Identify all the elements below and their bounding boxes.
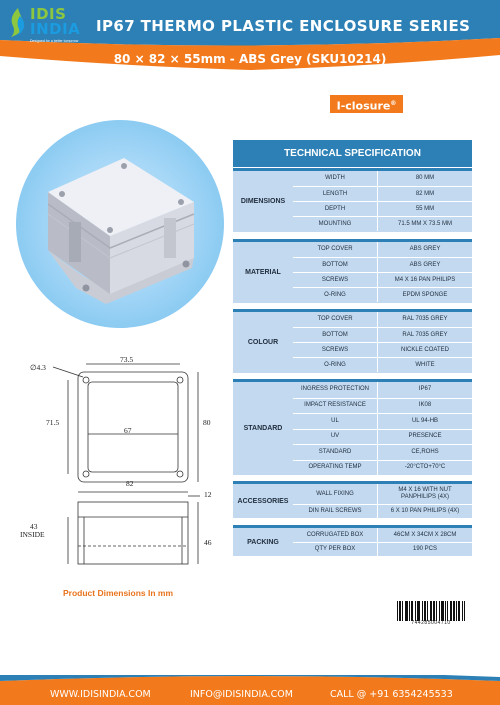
spec-key: LENGTH bbox=[293, 187, 378, 201]
barcode-bar bbox=[431, 601, 432, 621]
spec-value: -20°CTO+70°C bbox=[404, 464, 446, 471]
table-row bbox=[293, 528, 472, 542]
left-height-label: 71.5 bbox=[46, 418, 60, 427]
group-name: MATERIAL bbox=[245, 269, 281, 276]
spec-key: WALL FIXING bbox=[293, 484, 378, 504]
logo-flame-icon bbox=[8, 6, 28, 38]
barcode-bar bbox=[454, 601, 455, 621]
spec-key: DIN RAIL SCREWS bbox=[293, 505, 378, 518]
spec-value: 71.5 MM X 73.5 MM bbox=[397, 220, 453, 227]
product-subtitle: 80 × 82 × 55mm - ABS Grey (SKU10214) bbox=[113, 52, 387, 66]
table-row bbox=[293, 272, 472, 287]
spec-value: 55 MM bbox=[415, 205, 435, 212]
barcode-bar bbox=[405, 601, 406, 621]
spec-value: ABS GREY bbox=[409, 246, 441, 252]
spec-value: CE,ROHS bbox=[411, 448, 439, 455]
footer-email-link[interactable]: INFO@IDISINDIA.COM bbox=[190, 689, 293, 700]
table-row bbox=[293, 398, 472, 414]
barcode-bar bbox=[411, 601, 412, 621]
spec-value: ABS GREY bbox=[409, 261, 441, 268]
barcode-bar bbox=[458, 601, 459, 621]
company-logo bbox=[8, 6, 88, 46]
group-name: PACKING bbox=[247, 538, 279, 546]
barcode-bar bbox=[400, 601, 401, 621]
side-height-label: 46 bbox=[204, 538, 212, 547]
dimension-labels bbox=[20, 350, 228, 582]
table-row bbox=[293, 171, 472, 186]
spec-value: EPDM SPONGE bbox=[402, 291, 448, 298]
barcode-bar bbox=[415, 601, 416, 621]
spec-value: PRESENCE bbox=[408, 433, 442, 440]
group-name: COLOUR bbox=[247, 339, 279, 346]
spec-value: 46CM X 34CM X 28CM bbox=[393, 531, 457, 538]
barcode-image bbox=[397, 601, 465, 621]
barcode-bar bbox=[462, 601, 463, 621]
product-photo bbox=[14, 118, 226, 330]
group-name: STANDARD bbox=[243, 425, 283, 432]
barcode-bar bbox=[434, 601, 435, 621]
spec-key: UL bbox=[293, 414, 378, 429]
barcode-bar bbox=[447, 601, 448, 621]
barcode-bar bbox=[459, 601, 460, 621]
table-row bbox=[293, 357, 472, 372]
side-inside-value: 43 bbox=[30, 522, 38, 531]
table-row bbox=[293, 342, 472, 357]
spec-group-material bbox=[233, 239, 472, 303]
spec-group-standard bbox=[233, 379, 472, 475]
spec-key: IMPACT RESISTANCE bbox=[293, 399, 378, 414]
spec-group-colour bbox=[233, 309, 472, 373]
spec-title: TECHNICAL SPECIFICATION bbox=[233, 140, 472, 167]
group-name: ACCESSORIES bbox=[237, 497, 289, 505]
table-row bbox=[293, 413, 472, 429]
spec-value: 190 PCS bbox=[412, 546, 437, 552]
barcode-bar bbox=[442, 601, 443, 621]
spec-key: MOUNTING bbox=[293, 217, 378, 231]
spec-key: INGRESS PROTECTION bbox=[293, 382, 378, 398]
barcode-bar bbox=[407, 601, 408, 621]
table-row bbox=[293, 257, 472, 272]
table-row bbox=[293, 201, 472, 216]
spec-value: WHITE bbox=[415, 361, 435, 368]
table-row bbox=[293, 312, 472, 327]
spec-key: DEPTH bbox=[293, 202, 378, 216]
spec-value: M4 X 16 WITH NUT PANPHILIPS (4X) bbox=[398, 487, 452, 500]
barcode-bar bbox=[412, 601, 413, 621]
logo-line2: INDIA bbox=[30, 20, 81, 38]
logo-tagline: Designed for a better tomorrow bbox=[30, 39, 79, 43]
spec-value: IK08 bbox=[418, 402, 432, 409]
barcode-bar bbox=[397, 601, 398, 621]
footer-website-link[interactable]: WWW.IDISINDIA.COM bbox=[50, 689, 151, 700]
spec-value: NICKLE COATED bbox=[401, 346, 449, 353]
right-height-label: 80 bbox=[203, 418, 211, 427]
barcode-bar bbox=[453, 601, 454, 621]
footer-banner bbox=[0, 675, 500, 705]
barcode-bar bbox=[445, 601, 446, 621]
table-row bbox=[293, 287, 472, 302]
barcode-bar bbox=[433, 601, 434, 621]
spec-group-accessories bbox=[233, 481, 472, 518]
spec-group-packing bbox=[233, 525, 472, 556]
barcode-bar bbox=[399, 601, 400, 621]
spec-value: 6 X 10 PAN PHILIPS (4X) bbox=[390, 508, 460, 514]
spec-key: O-RING bbox=[293, 358, 378, 372]
spec-key: STANDARD bbox=[293, 445, 378, 460]
spec-key: QTY PER BOX bbox=[293, 543, 378, 556]
barcode-bar bbox=[419, 601, 420, 621]
spec-group-dimensions bbox=[233, 168, 472, 232]
barcode-bar bbox=[451, 601, 452, 621]
brand-name: I-closure bbox=[336, 99, 391, 113]
table-row bbox=[293, 542, 472, 556]
spec-key: BOTTOM bbox=[293, 328, 378, 342]
top-width-label: 73.5 bbox=[120, 355, 134, 364]
table-row bbox=[293, 186, 472, 201]
spec-value: 80 MM bbox=[415, 175, 435, 181]
barcode-number: 744285004710 bbox=[411, 620, 451, 626]
spec-value: M4 X 16 PAN PHILIPS bbox=[394, 276, 456, 283]
brand-badge bbox=[330, 95, 403, 113]
table-row bbox=[293, 460, 472, 476]
spec-key: SCREWS bbox=[293, 273, 378, 287]
spec-key: WIDTH bbox=[293, 171, 378, 186]
group-name: DIMENSIONS bbox=[240, 198, 286, 205]
table-row bbox=[293, 382, 472, 398]
dimensions-caption: Product Dimensions In mm bbox=[63, 588, 174, 598]
spec-value: IP67 bbox=[418, 386, 432, 393]
hole-diameter-label: ∅4.3 bbox=[30, 363, 46, 372]
spec-value: 82 MM bbox=[415, 190, 435, 197]
spec-key: BOTTOM bbox=[293, 258, 378, 272]
barcode-bar bbox=[418, 601, 419, 621]
table-row bbox=[293, 444, 472, 460]
spec-key: TOP COVER bbox=[293, 312, 378, 327]
spec-value: RAL 7035 GREY bbox=[402, 316, 448, 322]
barcode-bar bbox=[427, 601, 428, 621]
header-banner bbox=[0, 0, 500, 70]
barcode-bar bbox=[422, 601, 423, 621]
barcode-bar bbox=[464, 601, 465, 621]
table-row bbox=[293, 327, 472, 342]
spec-value: RAL 7035 GREY bbox=[402, 331, 448, 338]
table-row bbox=[293, 504, 472, 518]
side-inside-label: INSIDE bbox=[20, 530, 45, 539]
spec-key: OPERATING TEMP bbox=[293, 461, 378, 476]
spec-key: UV bbox=[293, 430, 378, 445]
bottom-width-label: 82 bbox=[126, 479, 134, 488]
logo-line1: IDIS bbox=[30, 5, 67, 23]
barcode-bar bbox=[450, 601, 451, 621]
barcode-bar bbox=[430, 601, 431, 621]
inner-width-label: 67 bbox=[124, 426, 132, 435]
barcode-bar bbox=[424, 601, 425, 621]
table-row bbox=[293, 242, 472, 257]
spec-key: TOP COVER bbox=[293, 242, 378, 257]
page-title: IP67 THERMO PLASTIC ENCLOSURE SERIES bbox=[96, 17, 471, 35]
barcode-bar bbox=[409, 601, 410, 621]
spec-key: O-RING bbox=[293, 288, 378, 302]
registered-mark: ® bbox=[390, 100, 397, 107]
barcode-bar bbox=[443, 601, 444, 621]
barcode-bar bbox=[406, 601, 407, 621]
spec-value: UL 94-HB bbox=[411, 417, 439, 424]
side-top-label: 12 bbox=[204, 490, 212, 499]
barcode-bar bbox=[456, 601, 457, 621]
barcode-bar bbox=[417, 601, 418, 621]
footer-phone-link[interactable]: CALL @ +91 6354245533 bbox=[330, 689, 453, 700]
barcode-bar bbox=[441, 601, 442, 621]
spec-key: SCREWS bbox=[293, 343, 378, 357]
table-row bbox=[293, 429, 472, 445]
barcode-bar bbox=[439, 601, 440, 621]
barcode-bar bbox=[436, 601, 437, 621]
table-row bbox=[293, 216, 472, 231]
barcode-bar bbox=[425, 601, 426, 621]
spec-key: CORRUGATED BOX bbox=[293, 528, 378, 542]
table-row bbox=[293, 484, 472, 504]
barcode-bar bbox=[402, 601, 403, 621]
